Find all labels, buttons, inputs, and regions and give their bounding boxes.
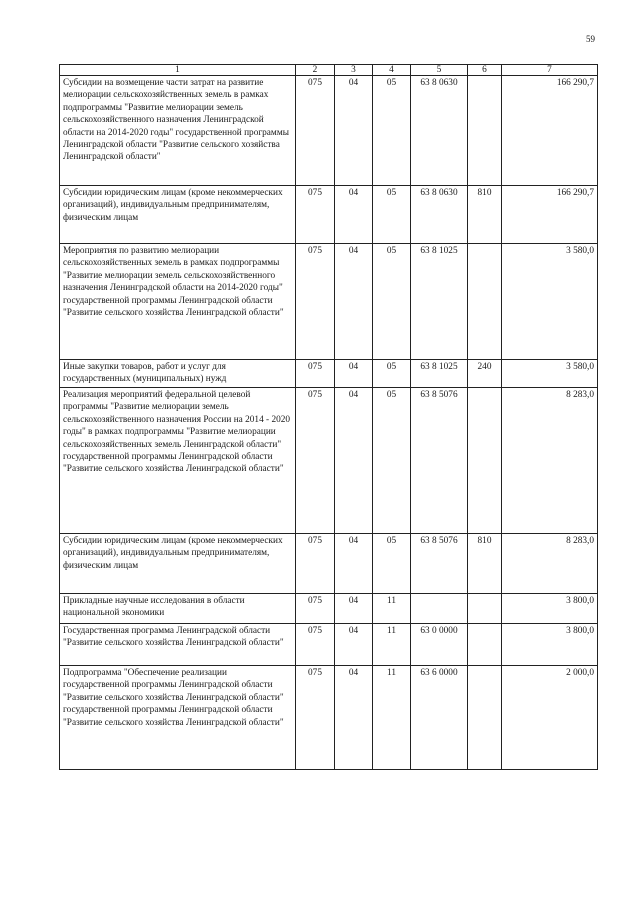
cell-expense-type: 810 (468, 186, 502, 244)
cell-subsection: 05 (373, 76, 411, 186)
column-header: 3 (335, 65, 373, 76)
cell-subsection: 11 (373, 594, 411, 624)
cell-amount: 2 000,0 (502, 666, 598, 770)
table-row (60, 360, 598, 388)
cell-target: 63 6 0000 (411, 666, 468, 770)
cell-subsection: 05 (373, 186, 411, 244)
cell-section: 04 (335, 624, 373, 666)
cell-expense-type (468, 594, 502, 624)
cell-section: 04 (335, 76, 373, 186)
cell-ministry: 075 (296, 76, 335, 186)
table-row (60, 594, 598, 624)
cell-amount: 166 290,7 (502, 76, 598, 186)
cell-section: 04 (335, 244, 373, 360)
cell-amount: 166 290,7 (502, 186, 598, 244)
cell-amount: 3 580,0 (502, 244, 598, 360)
item-name: Государственная программа Ленинградской области "Развитие сельского хозяйства Ленинградской области" (60, 624, 296, 666)
cell-target: 63 8 5076 (411, 388, 468, 534)
cell-ministry: 075 (296, 244, 335, 360)
item-name: Субсидии юридическим лицам (кроме некоммерческих организаций), индивидуальным предпринимателям, физическим лицам (60, 534, 296, 594)
item-name: Субсидии на возмещение части затрат на развитие мелиорации сельскохозяйственных земель в рамках подпрограммы "Развитие мелиорации земель сельскохозяйственного назначения Ленинградской области на 2014-2020 годы" государственной программы Ленинградской области "Развитие сельского хозяйства Ленинградской области" (60, 76, 296, 186)
table-row (60, 534, 598, 594)
cell-subsection: 05 (373, 360, 411, 388)
cell-ministry: 075 (296, 594, 335, 624)
cell-subsection: 05 (373, 388, 411, 534)
cell-ministry: 075 (296, 360, 335, 388)
cell-expense-type (468, 76, 502, 186)
column-header: 4 (373, 65, 411, 76)
page-number: 59 (586, 34, 595, 44)
table-row (60, 666, 598, 770)
cell-ministry: 075 (296, 534, 335, 594)
column-header: 2 (296, 65, 335, 76)
cell-section: 04 (335, 666, 373, 770)
table-row (60, 388, 598, 534)
item-name: Мероприятия по развитию мелиорации сельскохозяйственных земель в рамках подпрограммы "Развитие мелиорации земель сельскохозяйственного назначения Ленинградской области на 2014-2020 годы" государственной программы Ленинградской области "Развитие сельского хозяйства Ленинградской области" (60, 244, 296, 360)
cell-target: 63 8 5076 (411, 534, 468, 594)
column-header: 5 (411, 65, 468, 76)
table-row (60, 186, 598, 244)
cell-target: 63 8 1025 (411, 244, 468, 360)
cell-section: 04 (335, 186, 373, 244)
column-header: 6 (468, 65, 502, 76)
cell-target: 63 8 1025 (411, 360, 468, 388)
column-header: 1 (60, 65, 296, 76)
table-row (60, 624, 598, 666)
cell-expense-type: 810 (468, 534, 502, 594)
item-name: Прикладные научные исследования в области национальной экономики (60, 594, 296, 624)
cell-expense-type (468, 624, 502, 666)
cell-ministry: 075 (296, 388, 335, 534)
cell-subsection: 11 (373, 624, 411, 666)
cell-expense-type: 240 (468, 360, 502, 388)
cell-amount: 3 580,0 (502, 360, 598, 388)
cell-ministry: 075 (296, 624, 335, 666)
budget-table (59, 64, 598, 770)
cell-subsection: 11 (373, 666, 411, 770)
cell-ministry: 075 (296, 666, 335, 770)
table-row (60, 76, 598, 186)
item-name: Подпрограмма "Обеспечение реализации государственной программы Ленинградской области "Развитие сельского хозяйства Ленинградской области" государственной программы Ленинградской области "Развитие сельского хозяйства Ленинградской области" (60, 666, 296, 770)
item-name: Реализация мероприятий федеральной целевой программы "Развитие мелиорации земель сельскохозяйственного назначения России на 2014 - 2020 годы" в рамках подпрограммы "Развитие мелиорации сельскохозяйственных земель Ленинградской области" государственной программы Ленинградской области "Развитие сельского хозяйства Ленинградской области" (60, 388, 296, 534)
cell-amount: 3 800,0 (502, 624, 598, 666)
cell-expense-type (468, 388, 502, 534)
cell-amount: 8 283,0 (502, 388, 598, 534)
cell-target: 63 8 0630 (411, 186, 468, 244)
table-row (60, 244, 598, 360)
cell-target: 63 0 0000 (411, 624, 468, 666)
cell-section: 04 (335, 534, 373, 594)
cell-amount: 3 800,0 (502, 594, 598, 624)
cell-subsection: 05 (373, 244, 411, 360)
cell-section: 04 (335, 594, 373, 624)
item-name: Иные закупки товаров, работ и услуг для государственных (муниципальных) нужд (60, 360, 296, 388)
cell-amount: 8 283,0 (502, 534, 598, 594)
cell-section: 04 (335, 388, 373, 534)
cell-expense-type (468, 244, 502, 360)
cell-section: 04 (335, 360, 373, 388)
cell-target: 63 8 0630 (411, 76, 468, 186)
header-row (60, 65, 598, 76)
cell-ministry: 075 (296, 186, 335, 244)
cell-subsection: 05 (373, 534, 411, 594)
cell-expense-type (468, 666, 502, 770)
cell-target (411, 594, 468, 624)
column-header: 7 (502, 65, 598, 76)
item-name: Субсидии юридическим лицам (кроме некоммерческих организаций), индивидуальным предпринимателям, физическим лицам (60, 186, 296, 244)
